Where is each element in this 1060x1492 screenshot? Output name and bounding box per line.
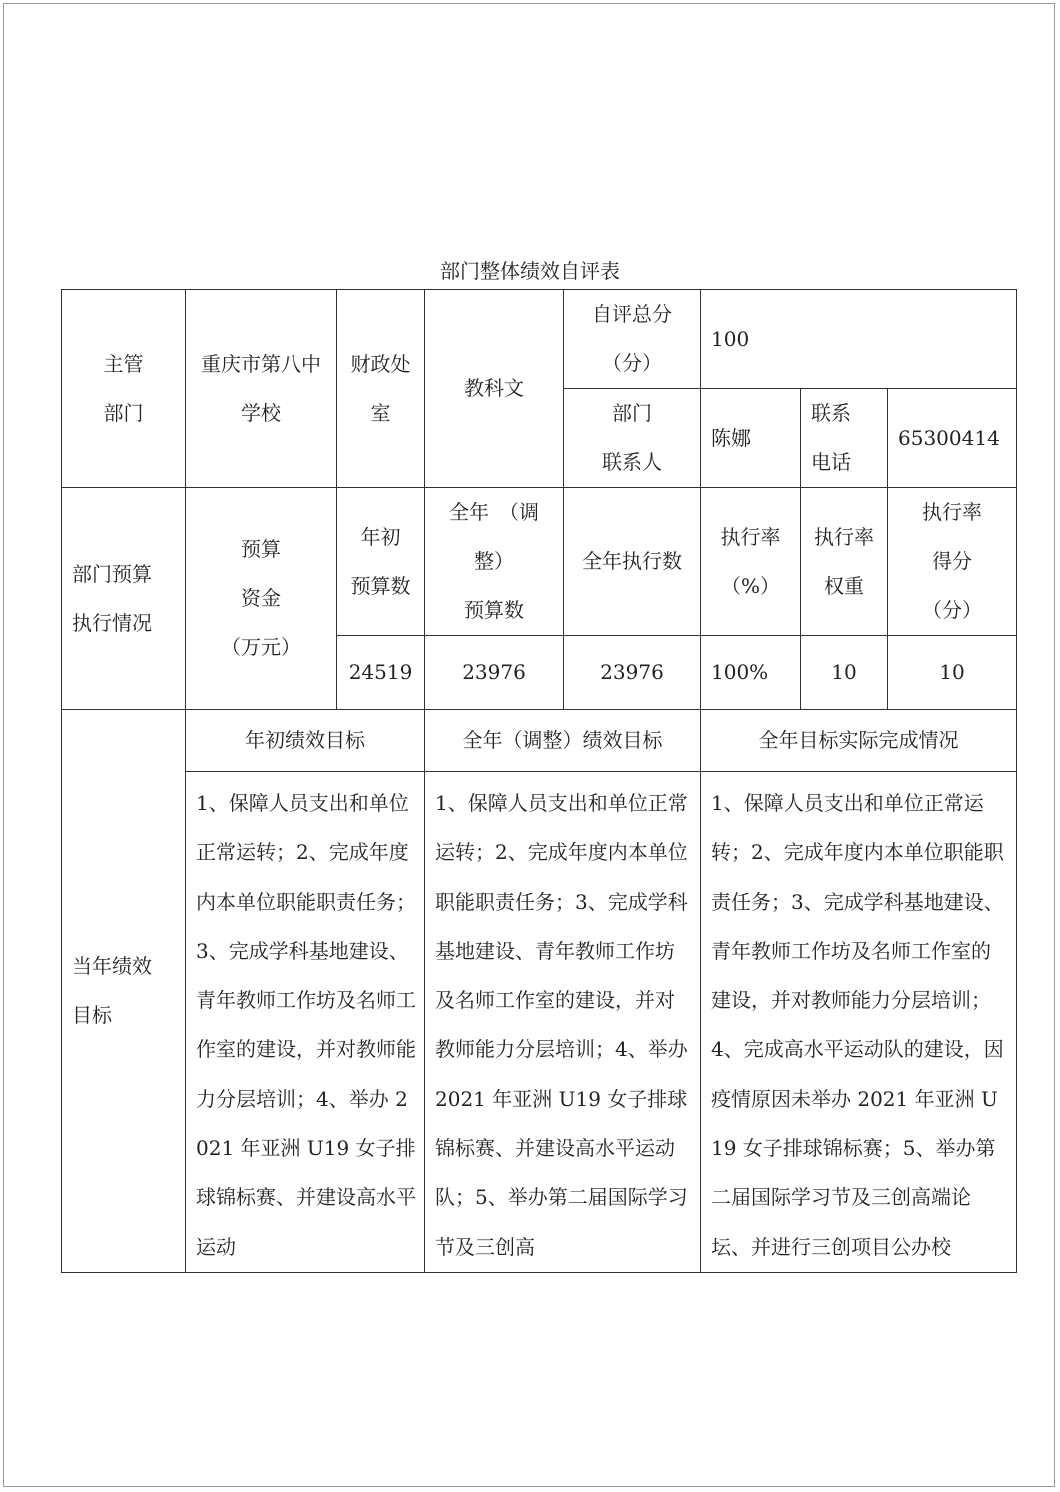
- actual-goals-header: 全年目标实际完成情况: [701, 710, 1017, 772]
- adjusted-goals-header: 全年（调整）绩效目标: [425, 710, 701, 772]
- budget-funds-label: 预算 资金 （万元）: [186, 488, 337, 710]
- table-row: [62, 772, 1017, 1273]
- initial-goals-header: 年初绩效目标: [186, 710, 425, 772]
- phone-label: 联系 电话: [801, 389, 888, 488]
- budget-execution-label: 部门预算 执行情况: [62, 488, 186, 710]
- supervisor-dept-label: 主管 部门: [62, 290, 186, 488]
- initial-budget-value: 24519: [337, 636, 425, 710]
- executed-value: 23976: [564, 636, 701, 710]
- finance-office: 财政处 室: [337, 290, 425, 488]
- table-row: [62, 488, 1017, 636]
- rate-score-value: 10: [888, 636, 1017, 710]
- executed-header: 全年执行数: [564, 488, 701, 636]
- dept-name: 重庆市第八中 学校: [186, 290, 337, 488]
- initial-budget-header: 年初 预算数: [337, 488, 425, 636]
- adjusted-goals-text: 1、保障人员支出和单位正常运转；2、完成年度内本单位职能职责任务；3、完成学科基地建设、青年教师工作坊及名师工作室的建设，并对教师能力分层培训；4、举办 2021 年亚洲 U19 女子排球锦标赛、并建设高水平运动队；5、举办第二届国际学习节及三创高: [425, 772, 701, 1273]
- rate-header: 执行率 （%）: [701, 488, 801, 636]
- actual-goals-text: 1、保障人员支出和单位正常运转；2、完成年度内本单位职能职责任务；3、完成学科基地建设、青年教师工作坊及名师工作室的建设，并对教师能力分层培训；4、完成高水平运动队的建设，因疫情原因未举办 2021 年亚洲 U19 女子排球锦标赛；5、举办第二届国际学习节及三创高端论坛、并进行三创项目公办校: [701, 772, 1017, 1273]
- contact-label: 部门 联系人: [564, 389, 701, 488]
- rate-weight-header: 执行率 权重: [801, 488, 888, 636]
- division: 教科文: [425, 290, 564, 488]
- phone-value: 65300414: [888, 389, 1017, 488]
- rate-weight-value: 10: [801, 636, 888, 710]
- rate-value: 100%: [701, 636, 801, 710]
- self-score-value: 100: [701, 290, 1017, 389]
- adjusted-budget-header: 全年 （调 整） 预算数: [425, 488, 564, 636]
- rate-score-header: 执行率 得分 （分）: [888, 488, 1017, 636]
- contact-name: 陈娜: [701, 389, 801, 488]
- self-score-label: 自评总分 （分）: [564, 290, 701, 389]
- form-title: 部门整体绩效自评表: [440, 259, 620, 283]
- table-row: [62, 290, 1017, 389]
- annual-goals-label: 当年绩效 目标: [62, 710, 186, 1273]
- performance-table: [61, 289, 1017, 1273]
- initial-goals-text: 1、保障人员支出和单位正常运转；2、完成年度内本单位职能职责任务；3、完成学科基地建设、青年教师工作坊及名师工作室的建设，并对教师能力分层培训；4、举办 2021 年亚洲 U19 女子排球锦标赛、并建设高水平运动: [186, 772, 425, 1273]
- table-row: [62, 710, 1017, 772]
- adjusted-budget-value: 23976: [425, 636, 564, 710]
